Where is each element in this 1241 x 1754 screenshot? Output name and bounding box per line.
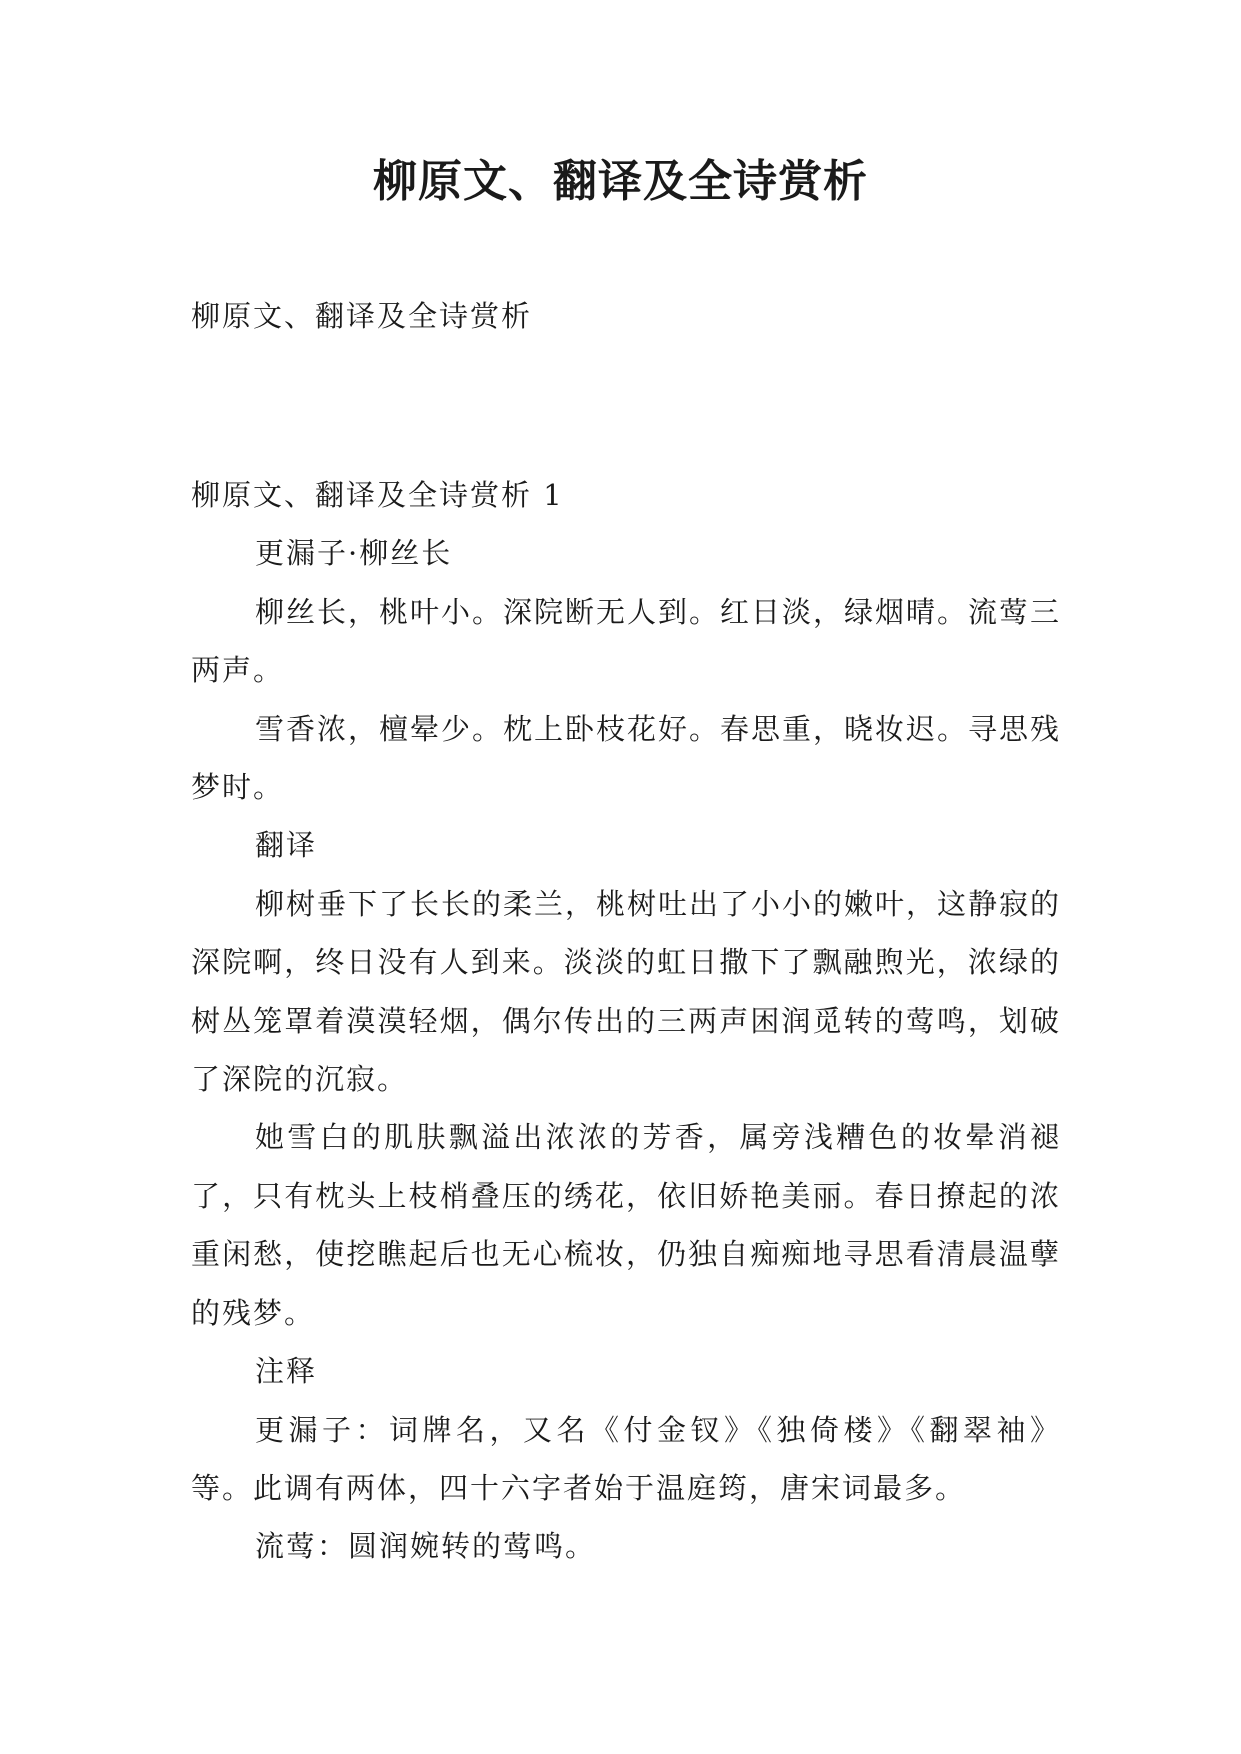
translation-paragraph-2: 她雪白的肌肤飘溢出浓浓的芳香，属旁浅糟色的妆晕消褪了，只有枕头上枝梢叠压的绣花，依旧娇艳美丽。春日撩起的浓重闲愁，使挖瞧起后也无心梳妆，仍独自痴痴地寻思看清晨温孽的残梦。 xyxy=(191,1120,1061,1330)
document-body xyxy=(191,466,1061,1576)
poem-stanza-1: 柳丝长，桃叶小。深院断无人到。红日淡，绿烟晴。流莺三两声。 xyxy=(191,594,1062,688)
note-item-2: 流莺：圆润婉转的莺鸣。 xyxy=(255,1529,597,1564)
note-item-1: 更漏子：词牌名，又名《付金钗》《独倚楼》《翻翠袖》等。此调有两体，四十六字者始于温庭筠，唐宋词最多。 xyxy=(191,1412,1061,1505)
poem-stanza-2: 雪香浓，檀晕少。枕上卧枝花好。春思重，晓妆迟。寻思残梦时。 xyxy=(191,711,1062,805)
document-subtitle: 柳原文、翻译及全诗赏析 xyxy=(191,299,533,333)
translation-paragraph-1: 柳树垂下了长长的柔兰，桃树吐出了小小的嫩叶，这静寂的深院啊，终日没有人到来。淡淡的虹日撒下了飘融煦光，浓绿的树丛笼罩着漠漠轻烟，偶尔传出的三两声困润觅转的莺鸣，划破了深院的沉寂。 xyxy=(191,886,1062,1097)
document-title: 柳原文、翻译及全诗赏析 xyxy=(373,156,868,207)
section-heading: 柳原文、翻译及全诗赏析 1 xyxy=(191,478,564,512)
poem-title: 更漏子·柳丝长 xyxy=(255,536,453,571)
translation-heading: 翻译 xyxy=(255,828,318,863)
notes-heading: 注释 xyxy=(255,1354,318,1389)
